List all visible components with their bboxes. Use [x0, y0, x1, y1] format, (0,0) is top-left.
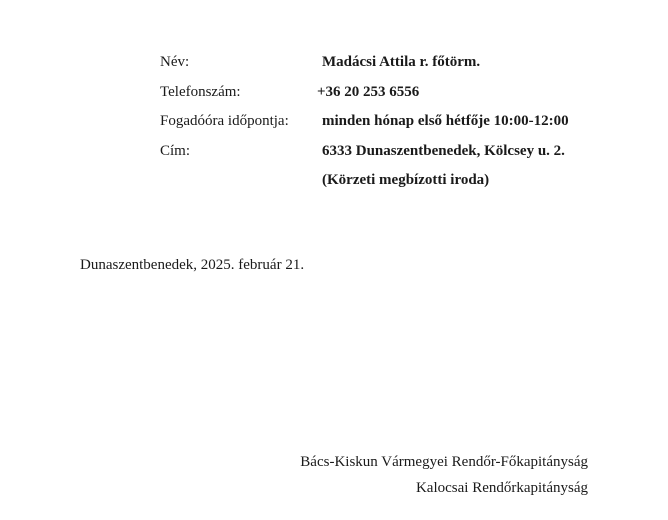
organization-line-2: Kalocsai Rendőrkapitányság: [415, 480, 588, 496]
address-value: 6333 Dunaszentbenedek, Kölcsey u. 2.: [322, 142, 565, 159]
office-hours-value: minden hónap első hétfője 10:00-12:00: [322, 113, 569, 129]
organization-line-1: Bács-Kiskun Vármegyei Rendőr-Főkapitányság: [300, 454, 588, 470]
name-row: [160, 54, 630, 84]
phone-value: +36 20 253 6556: [317, 83, 420, 100]
date-place-line: Dunaszentbenedek, 2025. február 21.: [80, 257, 305, 273]
signature-block: [300, 454, 588, 506]
address-label: Cím:: [160, 142, 191, 159]
office-hours-label: Fogadóóra időpontja:: [160, 113, 289, 129]
office-hours-row: [160, 113, 630, 143]
name-label: Név:: [160, 54, 190, 70]
office-name-value: (Körzeti megbízotti iroda): [322, 172, 490, 188]
contact-info-table: [160, 54, 630, 202]
phone-label: Telefonszám:: [160, 83, 241, 100]
address-row: [160, 143, 630, 173]
office-row: [160, 172, 630, 202]
phone-row: [160, 84, 630, 114]
name-value: Madácsi Attila r. főtörm.: [322, 54, 481, 70]
